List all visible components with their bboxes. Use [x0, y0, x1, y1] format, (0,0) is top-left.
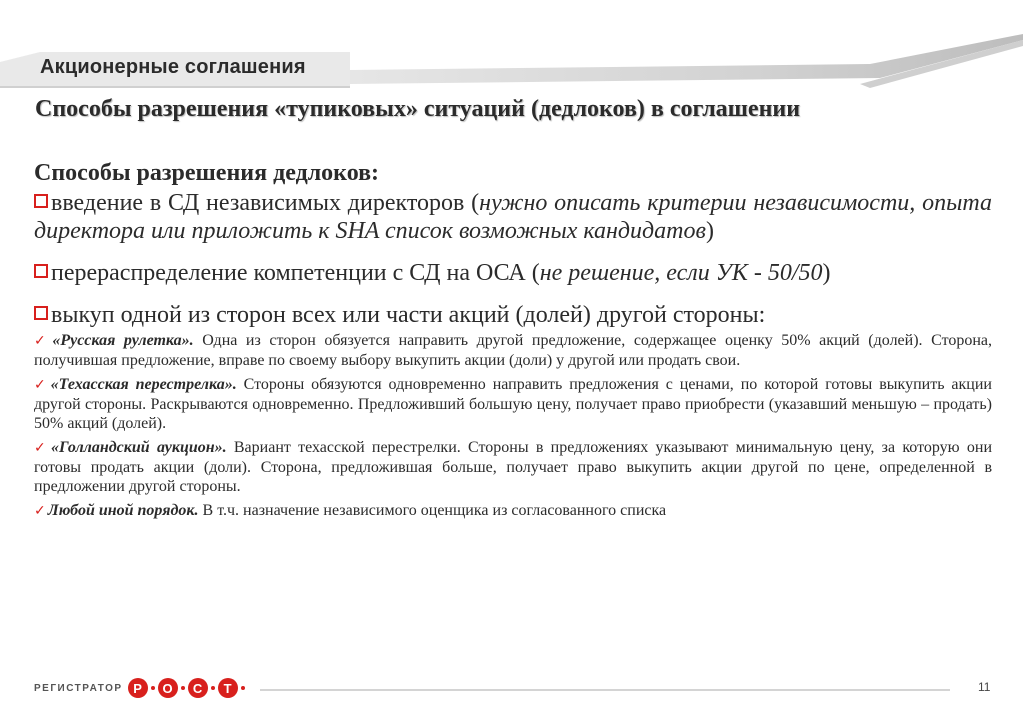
red-square-bullet-icon — [34, 194, 48, 208]
logo-dot — [211, 686, 215, 690]
header-swoosh — [0, 0, 1023, 100]
red-checkmark-icon: ✓ — [34, 377, 49, 393]
page-number: 11 — [978, 680, 991, 694]
sub-item-lead: «Русская рулетка». — [52, 332, 194, 349]
bullet-note: не решение, если УК - 50/50 — [539, 260, 823, 286]
bullet-tail: ) — [822, 260, 831, 286]
red-checkmark-icon: ✓ — [34, 333, 51, 349]
slide-content — [34, 160, 992, 526]
sub-item-lead: «Голландский аукцион». — [51, 439, 227, 456]
sub-item-lead: «Техасская перестрелка». — [50, 376, 237, 393]
logo-letter: Р — [128, 678, 148, 698]
red-square-bullet-icon — [34, 306, 48, 320]
sub-item — [34, 331, 992, 370]
section-heading: Способы разрешения дедлоков: — [34, 160, 380, 186]
logo-dot — [181, 686, 185, 690]
red-checkmark-icon: ✓ — [34, 440, 49, 456]
company-logo — [34, 675, 247, 701]
header-title: Акционерные соглашения — [40, 56, 306, 78]
sub-item — [34, 375, 992, 433]
logo-dot — [151, 686, 155, 690]
red-checkmark-icon: ✓ — [34, 503, 46, 519]
logo-letter: Т — [218, 678, 238, 698]
sub-item-text: Стороны обязуются одновременно направить предложения с ценами, по которой готовы выкупить акции другой стороны. Раскрываются одновременно. Предложивший большую цену, получает право приобрести (указавший меньшую – продать) 50% акций (долей). — [34, 376, 992, 432]
sub-item — [34, 501, 992, 521]
bullet-tail: ) — [705, 218, 714, 244]
bullet-text: выкуп одной из сторон всех или части акций (долей) другой стороны: — [51, 302, 766, 328]
logo-dot — [241, 686, 245, 690]
sub-item — [34, 438, 992, 496]
red-square-bullet-icon — [34, 264, 48, 278]
sub-item-lead: Любой иной порядок. — [47, 502, 199, 519]
sub-item-text: Одна из сторон обязуется направить другой предложение, содержащее оценку 50% акций (долей). Сторона, получившая предложение, вправе по своему выбору выкупить акции (доли) у другой или продать свои. — [34, 332, 993, 369]
logo-letter: О — [158, 678, 178, 698]
footer-divider — [260, 689, 950, 691]
bullet-item — [34, 259, 992, 287]
slide-subtitle: Способы разрешения «тупиковых» ситуаций (дедлоков) в соглашении — [35, 96, 801, 122]
logo-text: РЕГИСТРАТОР — [34, 682, 123, 694]
bullet-item — [34, 189, 992, 245]
logo-letter: С — [188, 678, 208, 698]
sub-item-text: В т.ч. назначение независимого оценщика из согласованного списка — [198, 502, 667, 519]
bullet-text: перераспределение компетенции с СД на ОСА ( — [51, 260, 540, 286]
bullet-note: нужно описать критерии независимости, опыта директора или приложить к SHA список возможных кандидатов — [34, 190, 992, 244]
bullet-item — [34, 301, 992, 329]
bullet-text: введение в СД независимых директоров ( — [51, 190, 480, 216]
sub-item-text: Вариант техасской перестрелки. Стороны в предложениях указывают минимальную цену, за которую они готовы продать акции (доли). Сторона, предложившая больше, получает право выкупить акции другой по цене, определенной в предложении другой стороны. — [34, 439, 992, 495]
